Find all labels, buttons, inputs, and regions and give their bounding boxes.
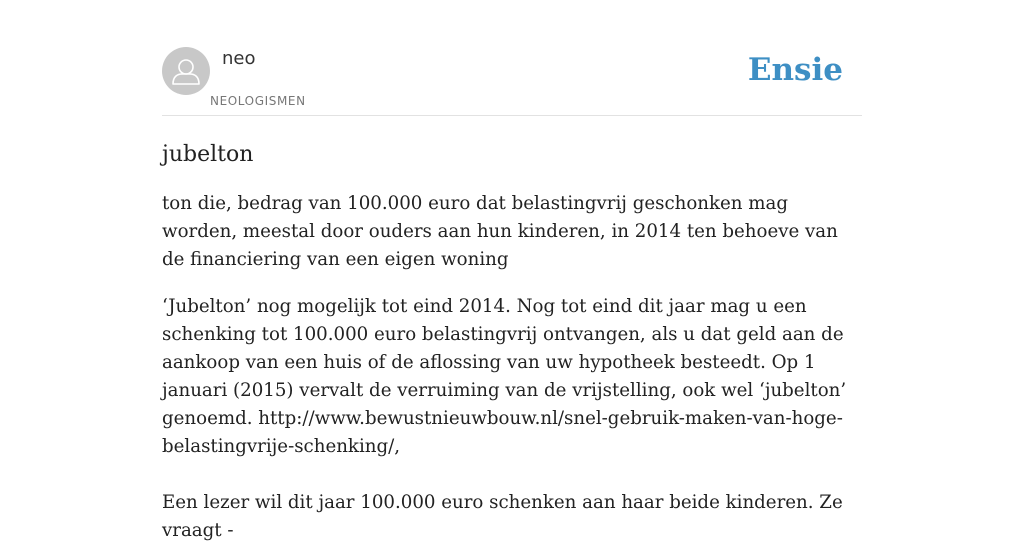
category-label[interactable]: NEOLOGISMEN bbox=[210, 94, 306, 108]
brand-logo[interactable]: Ensie bbox=[747, 52, 843, 88]
author-name[interactable]: neo bbox=[222, 48, 256, 69]
term-title: jubelton bbox=[162, 142, 254, 167]
entry-page bbox=[162, 0, 862, 545]
author-avatar[interactable] bbox=[162, 47, 210, 95]
user-icon bbox=[162, 47, 210, 95]
term-example: ‘Jubelton’ nog mogelijk tot eind 2014. Nog tot eind dit jaar mag u een schenking tot 100.000 euro belastingvrij ontvangen, als u dat geld aan de aankoop van een huis of de aflossing van uw hypotheek besteedt. Op 1 januari (2015) vervalt de verruiming van de vrijstelling, ook wel ‘jubelton’ genoemd. http://www.bewustnieuwbouw.nl/snel-gebruik-maken-van-hoge-belastingvrije-schenking/, Een lezer wil dit jaar 100.000 euro schenken aan haar beide kinderen. Ze vraagt - bbox=[162, 296, 847, 541]
term-definition: ton die, bedrag van 100.000 euro dat belastingvrij geschonken mag worden, meestal door ouders aan hun kinderen, in 2014 ten behoeve van de financiering van een eigen woning bbox=[162, 193, 838, 270]
entry-header bbox=[162, 0, 862, 116]
